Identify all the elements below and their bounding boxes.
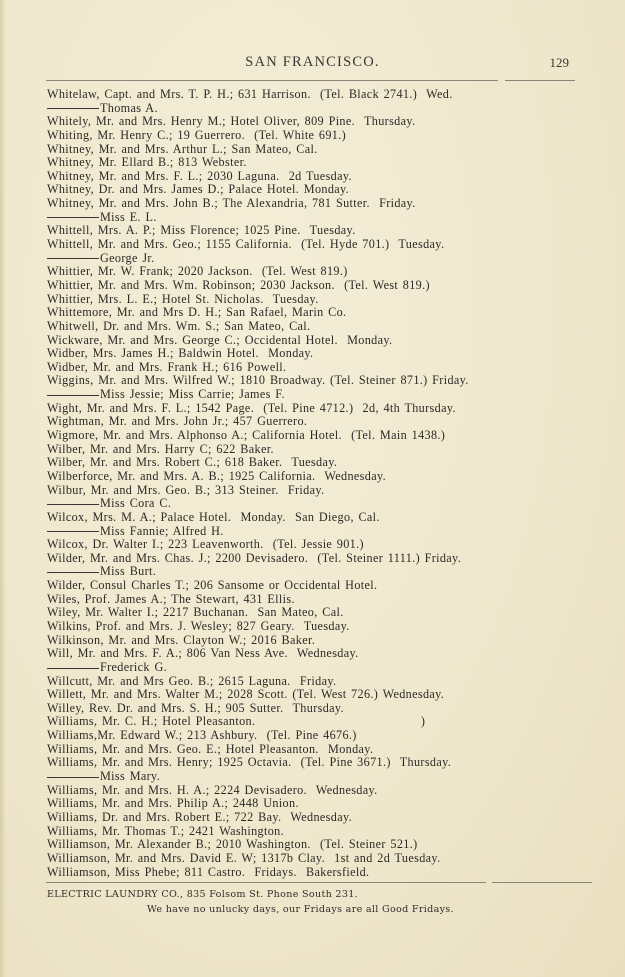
directory-entry: [47, 784, 587, 798]
directory-entry: [47, 825, 587, 839]
entry-text: Williams, Mr. and Mrs. Geo. E.; Hotel Pleasanton. Monday.: [47, 741, 374, 756]
entry-text: Whitney, Dr. and Mrs. James D.; Palace Hotel. Monday.: [47, 182, 350, 197]
directory-entry: [47, 756, 587, 770]
ditto-dash: [47, 504, 99, 505]
directory-entry: [47, 470, 587, 484]
entry-text: Wilcox, Mrs. M. A.; Palace Hotel. Monday. San Diego, Cal.: [47, 509, 380, 524]
family-member-entry: [47, 102, 587, 116]
directory-entry: [47, 88, 587, 102]
entry-text: Frederick G.: [100, 659, 167, 674]
family-member-entry: [47, 770, 587, 784]
directory-entry: [47, 279, 587, 293]
entry-text: George Jr.: [100, 250, 155, 265]
directory-entry: [47, 183, 587, 197]
entry-text: Miss E. L.: [100, 209, 157, 224]
directory-entry: [47, 838, 587, 852]
entry-text: Williamson, Miss Phebe; 811 Castro. Fridays. Bakersfield.: [47, 864, 370, 879]
entry-text: Whitney, Mr. and Mrs. John B.; The Alexandria, 781 Sutter. Friday.: [47, 196, 416, 211]
page-title: SAN FRANCISCO.: [245, 54, 380, 70]
header-rule: [46, 80, 498, 81]
entry-text: Wilkins, Prof. and Mrs. J. Wesley; 827 Geary. Tuesday.: [47, 618, 350, 633]
directory-entry: [47, 361, 587, 375]
directory-entry: [47, 484, 587, 498]
entry-text: Wiley, Mr. Walter I.; 2217 Buchanan. San Mateo, Cal.: [47, 605, 344, 620]
directory-entry: [47, 115, 587, 129]
entry-text: Whitney, Mr. Ellard B.; 813 Webster.: [47, 155, 247, 170]
ditto-dash: [47, 531, 99, 532]
directory-entry: [47, 402, 587, 416]
directory-entry: [47, 306, 587, 320]
entry-text: Williams, Mr. Thomas T.; 2421 Washington.: [47, 823, 285, 838]
directory-entry: [47, 293, 587, 307]
directory-entry: [47, 729, 587, 743]
directory-entry: [47, 797, 587, 811]
directory-entry: [47, 143, 587, 157]
entry-text: Whittell, Mr. and Mrs. Geo.; 1155 California. (Tel. Hyde 701.) Tuesday.: [47, 237, 445, 252]
entry-text: Miss Cora C.: [100, 496, 172, 511]
entry-text: Whittemore, Mr. and Mrs D. H.; San Rafael, Marin Co.: [47, 305, 347, 320]
directory-entry: [47, 593, 587, 607]
advertiser-slogan: We have no unlucky days, our Fridays are all Good Fridays.: [147, 904, 454, 915]
entry-text: Whittier, Mr. W. Frank; 2020 Jackson. (Tel. West 819.): [47, 264, 348, 279]
entry-text: Whitely, Mr. and Mrs. Henry M.; Hotel Oliver, 809 Pine. Thursday.: [47, 114, 416, 129]
entry-text: Wilder, Mr. and Mrs. Chas. J.; 2200 Devisadero. (Tel. Steiner 1111.) Friday.: [47, 550, 462, 565]
entry-text: Thomas A.: [100, 100, 158, 115]
ditto-dash: [47, 258, 99, 259]
family-member-entry: [47, 525, 587, 539]
family-member-entry: [47, 565, 587, 579]
directory-entry: [47, 511, 587, 525]
directory-entry: [47, 866, 587, 880]
directory-entry: [47, 620, 587, 634]
entry-text: Miss Jessie; Miss Carrie; James F.: [100, 387, 285, 402]
entry-text: Williamson, Mr. Alexander B.; 2010 Washington. (Tel. Steiner 521.): [47, 837, 418, 852]
footer-rule: [46, 882, 486, 883]
entry-text: Wilcox, Dr. Walter I.; 223 Leavenworth. (Tel. Jessie 901.): [47, 537, 364, 552]
directory-entry: [47, 170, 587, 184]
directory-entry: [47, 702, 587, 716]
entry-text: Wiles, Prof. James A.; The Stewart, 431 Ellis.: [47, 591, 295, 606]
directory-entry: [47, 238, 587, 252]
entry-text: Williams, Mr. and Mrs. H. A.; 2224 Devisadero. Wednesday.: [47, 782, 378, 797]
family-member-entry: [47, 388, 587, 402]
family-member-entry: [47, 211, 587, 225]
entry-text: Wickware, Mr. and Mrs. George C.; Occidental Hotel. Monday.: [47, 332, 393, 347]
directory-entry: [47, 688, 587, 702]
ditto-dash: [47, 395, 99, 396]
entry-text: Miss Burt.: [100, 564, 157, 579]
entry-text: Wilber, Mr. and Mrs. Robert C.; 618 Baker. Tuesday.: [47, 455, 338, 470]
entry-text: Wightman, Mr. and Mrs. John Jr.; 457 Guerrero.: [47, 414, 308, 429]
directory-entry: [47, 579, 587, 593]
advertisement-footer: [47, 887, 587, 917]
directory-entry: [47, 552, 587, 566]
advertiser-line: ELECTRIC LAUNDRY CO., 835 Folsom St. Phone South 231.: [47, 889, 358, 900]
directory-entry: [47, 443, 587, 457]
entry-text: Wilberforce, Mr. and Mrs. A. B.; 1925 California. Wednesday.: [47, 468, 387, 483]
ditto-dash: [47, 108, 99, 109]
directory-entry: [47, 265, 587, 279]
entry-text: Whitney, Mr. and Mrs. F. L.; 2030 Laguna. 2d Tuesday.: [47, 168, 352, 183]
entry-text: Whittier, Mr. and Mrs. Wm. Robinson; 2030 Jackson. (Tel. West 819.): [47, 277, 430, 292]
directory-entry: [47, 675, 587, 689]
directory-entry: [47, 811, 587, 825]
entry-text: Widber, Mr. and Mrs. Frank H.; 616 Powell.: [47, 359, 287, 374]
entry-text: Willett, Mr. and Mrs. Walter M.; 2028 Scott. (Tel. West 726.) Wednesday.: [47, 687, 445, 702]
entry-text: Williams, Dr. and Mrs. Robert E.; 722 Bay. Wednesday.: [47, 809, 352, 824]
footer-rule-end: [492, 882, 592, 883]
directory-entry: [47, 429, 587, 443]
entry-text: Wight, Mr. and Mrs. F. L.; 1542 Page. (Tel. Pine 4712.) 2d, 4th Thursday.: [47, 400, 456, 415]
family-member-entry: [47, 252, 587, 266]
running-head: [0, 54, 625, 74]
entry-text: Wigmore, Mr. and Mrs. Alphonso A.; California Hotel. (Tel. Main 1438.): [47, 428, 446, 443]
directory-entry: [47, 852, 587, 866]
entry-text: Whittell, Mrs. A. P.; Miss Florence; 1025 Pine. Tuesday.: [47, 223, 356, 238]
directory-entry: [47, 456, 587, 470]
directory-entry: [47, 606, 587, 620]
directory-entry: [47, 156, 587, 170]
entry-text: Widber, Mrs. James H.; Baldwin Hotel. Monday.: [47, 346, 314, 361]
ditto-dash: [47, 572, 99, 573]
entry-text: Wilbur, Mr. and Mrs. Geo. B.; 313 Steiner. Friday.: [47, 482, 325, 497]
directory-entry: [47, 374, 587, 388]
directory-entry: [47, 224, 587, 238]
entry-text: Williamson, Mr. and Mrs. David E. W; 1317b Clay. 1st and 2d Tuesday.: [47, 850, 441, 865]
entry-text: Will, Mr. and Mrs. F. A.; 806 Van Ness Ave. Wednesday.: [47, 646, 359, 661]
entry-text: Willcutt, Mr. and Mrs Geo. B.; 2615 Laguna. Friday.: [47, 673, 337, 688]
ditto-dash: [47, 668, 99, 669]
directory-entry: [47, 320, 587, 334]
ditto-dash: [47, 217, 99, 218]
ditto-dash: [47, 777, 99, 778]
entry-text: Willey, Rev. Dr. and Mrs. S. H.; 905 Sutter. Thursday.: [47, 700, 344, 715]
directory-entry: [47, 197, 587, 211]
entry-text: Wilder, Consul Charles T.; 206 Sansome or Occidental Hotel.: [47, 578, 378, 593]
page-edge-shadow: [0, 0, 6, 977]
page-number: 129: [549, 55, 569, 70]
directory-entry: [47, 415, 587, 429]
directory-entry: [47, 647, 587, 661]
entry-text: Williams,Mr. Edward W.; 213 Ashbury. (Tel. Pine 4676.): [47, 728, 357, 743]
directory-entry: [47, 634, 587, 648]
header-rule-end: [505, 80, 575, 81]
directory-entry: [47, 347, 587, 361]
entry-text: Whitney, Mr. and Mrs. Arthur L.; San Mateo, Cal.: [47, 141, 318, 156]
entry-text: Williams, Mr. C. H.; Hotel Pleasanton. ): [47, 714, 426, 729]
entry-text: Williams, Mr. and Mrs. Henry; 1925 Octavia. (Tel. Pine 3671.) Thursday.: [47, 755, 452, 770]
directory-entry: [47, 129, 587, 143]
entry-text: Williams, Mr. and Mrs. Philip A.; 2448 Union.: [47, 796, 299, 811]
entry-text: Wilkinson, Mr. and Mrs. Clayton W.; 2016 Baker.: [47, 632, 316, 647]
entry-text: Wilber, Mr. and Mrs. Harry C; 622 Baker.: [47, 441, 274, 456]
entry-text: Miss Mary.: [100, 769, 161, 784]
directory-entry: [47, 334, 587, 348]
entry-text: Miss Fannie; Alfred H.: [100, 523, 224, 538]
directory-entry: [47, 743, 587, 757]
entry-text: Whittier, Mrs. L. E.; Hotel St. Nicholas. Tuesday.: [47, 291, 319, 306]
entry-text: Wiggins, Mr. and Mrs. Wilfred W.; 1810 Broadway. (Tel. Steiner 871.) Friday.: [47, 373, 469, 388]
directory-entry: [47, 715, 587, 729]
entry-text: Whiting, Mr. Henry C.; 19 Guerrero. (Tel. White 691.): [47, 127, 347, 142]
entry-text: Whitelaw, Capt. and Mrs. T. P. H.; 631 Harrison. (Tel. Black 2741.) Wed.: [47, 87, 453, 101]
entry-text: Whitwell, Dr. and Mrs. Wm. S.; San Mateo, Cal.: [47, 318, 311, 333]
family-member-entry: [47, 661, 587, 675]
directory-entries: [47, 88, 587, 879]
directory-entry: [47, 538, 587, 552]
family-member-entry: [47, 497, 587, 511]
